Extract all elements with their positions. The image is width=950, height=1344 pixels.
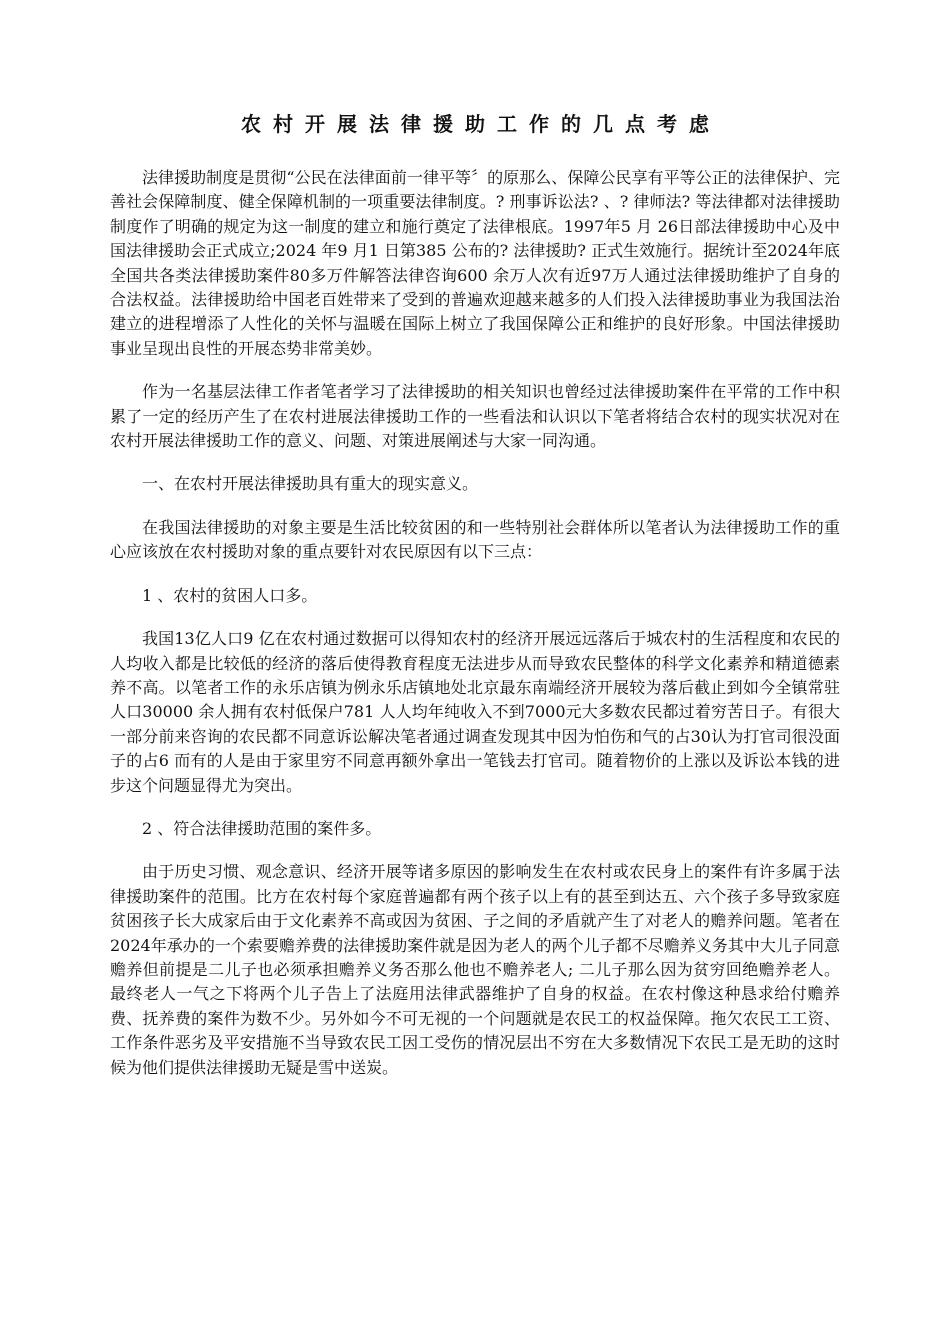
paragraph-author-background: 作为一名基层法律工作者笔者学习了法律援助的相关知识也曾经过法律援助案件在平常的工作中积累了一定的经历产生了在农村进展法律援助工作的一些看法和认识以下笔者将结合农村的现实状况对在农村开展法律援助工作的意义、问题、对策进展阐述与大家一同沟通。 (110, 382, 840, 451)
subheading-2: 2 、符合法律援助范围的案件多。 (142, 818, 382, 838)
document-page (110, 108, 840, 1099)
document-title: 农村开展法律援助工作的几点考虑 (241, 112, 721, 136)
paragraph-cases: 由于历史习惯、观念意识、经济开展等诸多原因的影响发生在农村或农民身上的案件有许多属于法律援助案件的范围。比方在农村每个家庭普遍都有两个孩子以上有的甚至到达五、六个孩子多导致家庭贫困孩子长大成家后由于文化素养不高或因为贫困、子之间的矛盾就产生了对老人的赡养问题。笔者在 2024年承办的一个索要赡养费的法律援助案件就是因为老人的两个儿子都不尽赡养义务其中大儿子同意赡养但前提是二儿子也必须承担赡养义务否那么他也不赡养老人; 二儿子那么因为贫穷回绝赡养老人。最终老人一气之下将两个儿子告上了法庭用法律武器维护了自身的权益。在农村像这种恳求给付赡养费、抚养费的案件为数不少。另外如今不可无视的一个问题就是农民工的权益保障。拖欠农民工工资、工作条件恶劣及平安措施不当导致农民工因工受伤的情况层出不穷在大多数情况下农民工是无助的这时候为他们提供法律援助无疑是雪中送炭。 (110, 862, 840, 1077)
section-heading-1: 一、在农村开展法律援助具有重大的现实意义。 (142, 474, 479, 494)
paragraph-intro: 法律援助制度是贯彻“公民在法律面前一律平等〞的原那么、保障公民享有平等公正的法律保护、完善社会保障制度、健全保障机制的一项重要法律制度。? 刑事诉讼法? 、? 律师法? 等法律都对法律援助制度作了明确的规定为这一制度的建立和施行奠定了法律根底。1997年5 月 26日部法律援助中心及中国法律援助会正式成立;2024 年9 月1 日第385 公布的? 法律援助? 正式生效施行。据统计至2024年底全国共各类法律援助案件80多万件解答法律咨询600 余万人次有近97万人通过法律援助维护了自身的合法权益。法律援助给中国老百姓带来了受到的普遍欢迎越来越多的人们投入法律援助事业为我国法治建立的进程增添了人性化的关怀与温暖在国际上树立了我国保障公正和维护的良好形象。中国法律援助事业呈现出良性的开展态势非常美妙。 (110, 168, 840, 358)
subheading-1: 1 、农村的贫困人口多。 (142, 585, 318, 605)
paragraph-poverty: 我国13亿人口9 亿在农村通过数据可以得知农村的经济开展远远落后于城农村的生活程度和农民的人均收入都是比较低的经济的落后使得教育程度无法进步从而导致农民整体的科学文化素养和精道德素养不高。以笔者工作的永乐店镇为例永乐店镇地处北京最东南端经济开展较为落后截止到如今全镇常驻人口30000 余人拥有农村低保户781 人人均年纯收入不到7000元大多数农民都过着穷苦日子。有很大一部分前来咨询的农民都不同意诉讼解决笔者通过调查发现其中因为怕伤和气的占30认为打官司很没面子的占6 而有的人是由于家里穷不同意再额外拿出一笔钱去打官司。随着物价的上涨以及诉讼本钱的进步这个问题显得尤为突出。 (110, 629, 840, 795)
paragraph-section-1-body: 在我国法律援助的对象主要是生活比较贫困的和一些特别社会群体所以笔者认为法律援助工作的重心应该放在农村援助对象的重点要针对农民原因有以下三点： (110, 517, 840, 562)
